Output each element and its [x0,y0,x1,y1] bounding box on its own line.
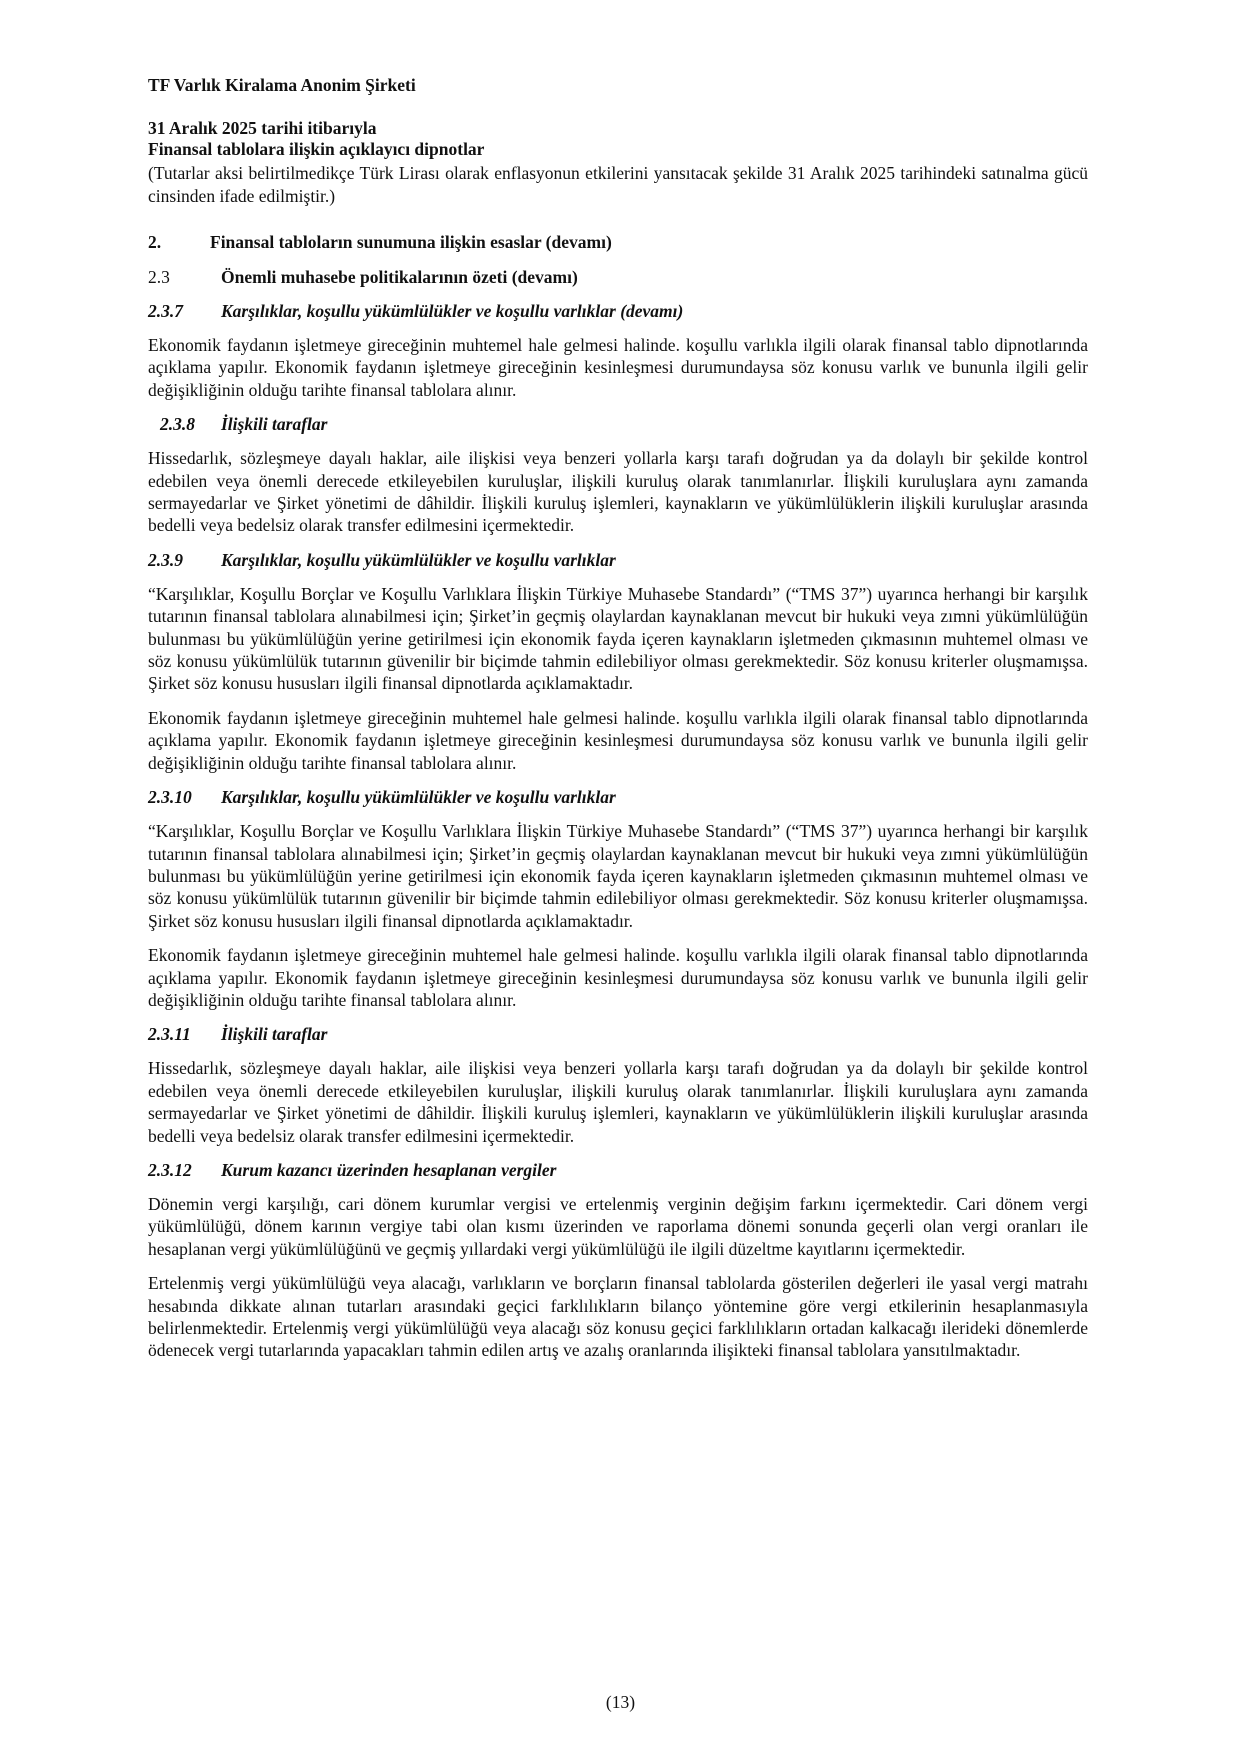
paragraph: Ertelenmiş vergi yükümlülüğü veya alacağı, varlıkların ve borçların finansal tablolarda gösterilen değerleri ile yasal vergi matrahı hesabında dikkate alınan tutarları arasındaki geçici farklılıkların bilanço yöntemine göre vergi etkilerinin hesaplanmasıyla belirlenmektedir. Ertelenmiş vergi yükümlülüğü veya alacağı söz konusu geçici farklılıkların ortadan kalkacağı ilerideki dönemlerde ödenecek vergi tutarlarında yapacakları tahmin edilen artış ve azalış oranlarında ilişikteki finansal tablolara yansıtılmaktadır. [148,1273,1088,1361]
paragraph: Hissedarlık, sözleşmeye dayalı haklar, aile ilişkisi veya benzeri yollarla karşı tarafı doğrudan ya da dolaylı bir şekilde kontrol edebilen veya önemli derecede etkileyebilen kuruluşlar, ilişkili kuruluş olarak tanımlanırlar. İlişkili kuruluşlara aynı zamanda sermayedarlar ve Şirket yönetimi de dâhildir. İlişkili kuruluş işlemleri, kaynakların ve yükümlülüklerin ilişkili kuruluşlar arasında bedelli veya bedelsiz olarak transfer edilmesini içermektedir. [148,448,1088,536]
subsection-heading [148,266,1088,288]
section-heading [148,231,1088,253]
note-number: 2.3.11 [148,1024,191,1045]
document-subtitle: Finansal tablolara ilişkin açıklayıcı dipnotlar [148,139,485,159]
note-number: 2.3.12 [148,1159,192,1180]
note-heading [148,549,1088,571]
paragraph: “Karşılıklar, Koşullu Borçlar ve Koşullu Varlıklara İlişkin Türkiye Muhasebe Standardı” (“TMS 37”) uyarınca herhangi bir karşılık tutarının finansal tablolara alınabilmesi için; Şirket’in geçmiş olaylardan kaynaklanan mevcut bir hukuki veya zımni yükümlülüğün bulunması bu yükümlülüğün yerine getirilmesi için ekonomik fayda içeren kaynakların işletmeden çıkmasının muhtemel olması ve söz konusu yükümlülük tutarının güvenilir bir biçimde tahmin edilebiliyor olması gerekmektedir. Söz konusu kriterler oluşmamışsa. Şirket söz konusu hususları ilgili finansal dipnotlarda açıklamaktadır. [148,583,1088,694]
note-number: 2.3.7 [148,301,183,321]
section-number: 2. [148,232,162,252]
note-heading [148,1023,1088,1045]
paragraph: Ekonomik faydanın işletmeye gireceğinin muhtemel hale gelmesi halinde. koşullu varlıkla ilgili olarak finansal tablo dipnotlarında açıklama yapılır. Ekonomik faydanın işletmeye gireceğinin kesinleşmesi durumundaysa söz konusu varlık ve bununla ilgili gelir değişikliğinin olduğu tarihte finansal tablolara alınır. [148,335,1088,400]
note-title: İlişkili taraflar [221,1024,328,1045]
note-heading [148,300,1088,322]
note-number: 2.3.9 [148,549,183,570]
note-number: 2.3.10 [148,787,192,808]
note-heading [148,786,1088,808]
note-heading [148,413,1088,435]
page-number: (13) [605,1692,636,1712]
note-block [148,1023,1088,1147]
section-title: Finansal tabloların sunumuna ilişkin esaslar (devamı) [210,232,612,252]
note-title: Kurum kazancı üzerinden hesaplanan vergiler [221,1159,557,1180]
date-line: 31 Aralık 2025 tarihi itibarıyla [148,118,377,138]
note-title: Karşılıklar, koşullu yükümlülükler ve koşullu varlıklar (devamı) [221,301,684,321]
company-name: TF Varlık Kiralama Anonim Şirketi [148,75,416,95]
note-title: Karşılıklar, koşullu yükümlülükler ve koşullu varlıklar [221,549,616,570]
paragraph: Hissedarlık, sözleşmeye dayalı haklar, aile ilişkisi veya benzeri yollarla karşı tarafı doğrudan ya da dolaylı bir şekilde kontrol edebilen veya önemli derecede etkileyebilen kuruluşlar, ilişkili kuruluş olarak tanımlanırlar. İlişkili kuruluşlara aynı zamanda sermayedarlar ve Şirket yönetimi de dâhildir. İlişkili kuruluş işlemleri, kaynakların ve yükümlülüklerin ilişkili kuruluşlar arasında bedelli veya bedelsiz olarak transfer edilmesini içermektedir. [148,1058,1088,1146]
note-block [148,549,1088,774]
subsection-title: Önemli muhasebe politikalarının özeti (devamı) [221,267,578,287]
paragraph: Ekonomik faydanın işletmeye gireceğinin muhtemel hale gelmesi halinde. koşullu varlıkla ilgili olarak finansal tablo dipnotlarında açıklama yapılır. Ekonomik faydanın işletmeye gireceğinin kesinleşmesi durumundaysa söz konusu varlık ve bununla ilgili gelir değişikliğinin olduğu tarihte finansal tablolara alınır. [148,707,1088,773]
paragraph: Ekonomik faydanın işletmeye gireceğinin muhtemel hale gelmesi halinde. koşullu varlıkla ilgili olarak finansal tablo dipnotlarında açıklama yapılır. Ekonomik faydanın işletmeye gireceğinin kesinleşmesi durumundaysa söz konusu varlık ve bununla ilgili gelir değişikliğinin olduğu tarihte finansal tablolara alınır. [148,945,1088,1010]
currency-note: (Tutarlar aksi belirtilmedikçe Türk Lirası olarak enflasyonun etkilerini yansıtacak şekilde 31 Aralık 2025 tarihindeki satınalma gücü cinsinden ifade edilmiştir.) [148,163,1088,206]
paragraph: “Karşılıklar, Koşullu Borçlar ve Koşullu Varlıklara İlişkin Türkiye Muhasebe Standardı” (“TMS 37”) uyarınca herhangi bir karşılık tutarının finansal tablolara alınabilmesi için; Şirket’in geçmiş olaylardan kaynaklanan mevcut bir hukuki veya zımni yükümlülüğün bulunması bu yükümlülüğün yerine getirilmesi için ekonomik fayda içeren kaynakların işletmeden çıkmasının muhtemel olması ve söz konusu yükümlülük tutarının güvenilir bir biçimde tahmin edilebiliyor olması gerekmektedir. Söz konusu kriterler oluşmamışsa. Şirket söz konusu hususları ilgili finansal dipnotlarda açıklamaktadır. [148,821,1088,931]
note-block [148,1159,1088,1362]
note-number: 2.3.8 [160,414,195,435]
note-title: İlişkili taraflar [221,414,328,435]
note-block [148,786,1088,1011]
note-heading [148,1159,1088,1181]
note-block [148,413,1088,537]
note-title: Karşılıklar, koşullu yükümlülükler ve koşullu varlıklar [221,787,616,808]
paragraph: Dönemin vergi karşılığı, cari dönem kurumlar vergisi ve ertelenmiş verginin değişim farkını içermektedir. Cari dönem vergi yükümlülüğü, dönem karının vergiye tabi olan kısmı üzerinden ve raporlama dönemi sonunda geçerli olan vergi oranları ile hesaplanan vergi yükümlülüğünü ve geçmiş yıllardaki vergi yükümlülüğü ile ilgili düzeltme kayıtlarını içermektedir. [148,1193,1088,1259]
subsection-number: 2.3 [148,267,170,287]
note-block [148,300,1088,401]
document-page [148,74,1088,1374]
